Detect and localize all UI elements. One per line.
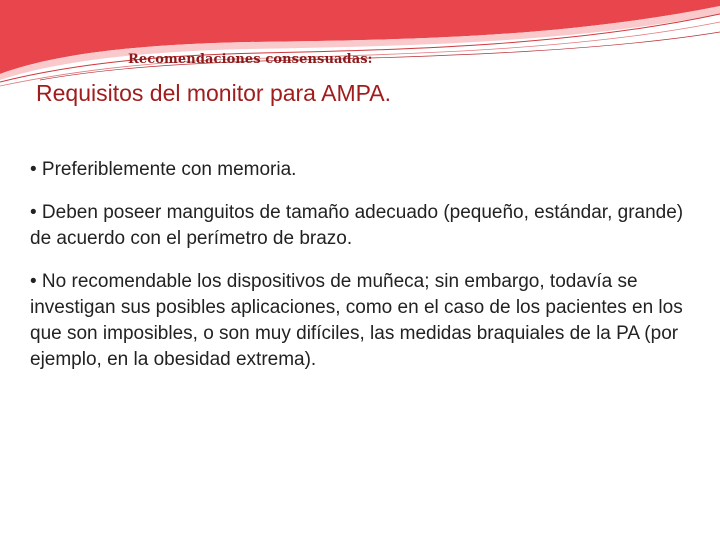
bullet-list (30, 157, 690, 390)
header-banner (0, 0, 720, 90)
bullet-item: • No recomendable los dispositivos de muñeca; sin embargo, todavía se investigan sus posibles aplicaciones, como en el caso de los pacientes en los que son imposibles, o son muy difíciles, las medidas braquiales de la PA (por ejemplo, en la obesidad extrema). (30, 271, 683, 370)
slide-title: Requisitos del monitor para AMPA. (36, 80, 391, 106)
bullet-item: • Preferiblemente con memoria. (30, 159, 297, 180)
slide-kicker: Recomendaciones consensuadas: (128, 52, 373, 67)
bullet-item: • Deben poseer manguitos de tamaño adecuado (pequeño, estándar, grande) de acuerdo con el perímetro de brazo. (30, 202, 684, 249)
